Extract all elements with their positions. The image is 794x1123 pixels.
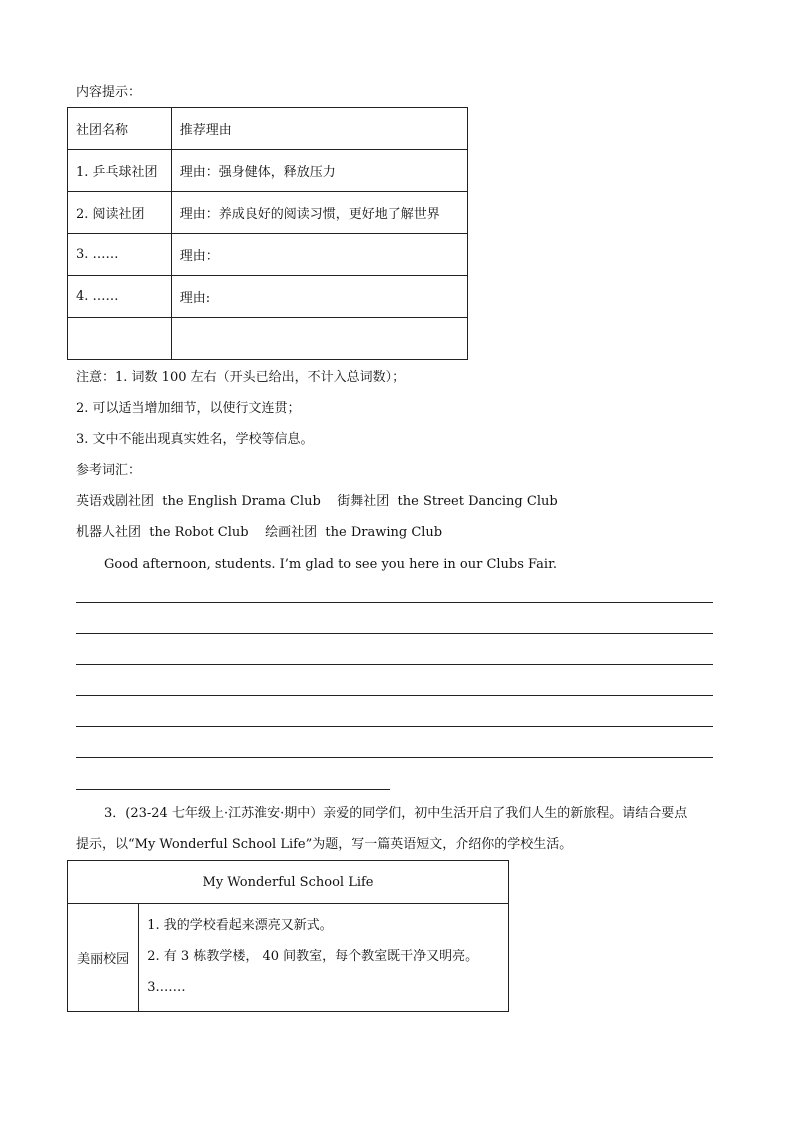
table-row (68, 150, 468, 192)
vocab-line-1: 英语戏剧社团 the English Drama Club 街舞社团 the Street Dancing Club (76, 494, 558, 509)
vocab-line-2: 机器人社团 the Robot Club 绘画社团 the Drawing Club (76, 525, 443, 540)
reason-cell: 理由: (171, 276, 467, 318)
club-table (67, 107, 468, 360)
answer-line[interactable] (76, 757, 713, 758)
club-name-cell (68, 318, 172, 360)
opening-sentence: Good afternoon, students. I’m glad to see you here in our Clubs Fair. (104, 557, 558, 572)
club-name-cell: 4. …… (68, 276, 172, 318)
vocab-title: 参考词汇： (76, 463, 142, 478)
list-item: 2. 有 3 栋教学楼， 40 间教室，每个教室既干净又明亮。 (147, 949, 479, 964)
reason-cell: 理由： (171, 234, 467, 276)
list-item: 3.…… (147, 980, 186, 995)
question3-line1: 3．(23-24 七年级上·江苏淮安·期中）亲爱的同学们，初中生活开启了我们人生的新旅程。请结合要点 (104, 806, 688, 821)
table-row (68, 276, 468, 318)
list-item: 1. 我的学校看起来漂亮又新式。 (147, 918, 333, 933)
club-name-cell: 3. …… (68, 234, 172, 276)
table-row (68, 318, 468, 360)
campus-points (139, 904, 509, 1012)
club-table-header (68, 108, 468, 150)
note-line-3: 3. 文中不能出现真实姓名，学校等信息。 (76, 432, 314, 447)
answer-line[interactable] (76, 726, 713, 727)
beautiful-campus-label: 美丽校园 (68, 904, 139, 1012)
answer-line-short[interactable] (76, 789, 390, 790)
note-line-1: 注意：1. 词数 100 左右（开头已给出，不计入总词数）； (76, 370, 406, 385)
answer-line[interactable] (76, 602, 713, 603)
header-club-name: 社团名称 (68, 108, 172, 150)
answer-line[interactable] (76, 633, 713, 634)
club-name-cell: 1. 乒乓球社团 (68, 150, 172, 192)
reason-cell: 理由：强身健体，释放压力 (171, 150, 467, 192)
hint-title: 内容提示： (76, 85, 142, 100)
answer-line[interactable] (76, 664, 713, 665)
table-row (68, 234, 468, 276)
header-reason: 推荐理由 (171, 108, 467, 150)
club-name-cell: 2. 阅读社团 (68, 192, 172, 234)
table-row (68, 192, 468, 234)
school-life-table-title: My Wonderful School Life (68, 861, 509, 904)
reason-cell: 理由：养成良好的阅读习惯，更好地了解世界 (171, 192, 467, 234)
answer-line[interactable] (76, 695, 713, 696)
reason-cell (171, 318, 467, 360)
question3-line2: 提示，以“My Wonderful School Life”为题，写一篇英语短文，介绍你的学校生活。 (76, 837, 573, 852)
note-line-2: 2. 可以适当增加细节，以使行文连贯； (76, 401, 301, 416)
school-life-table (67, 860, 509, 1012)
